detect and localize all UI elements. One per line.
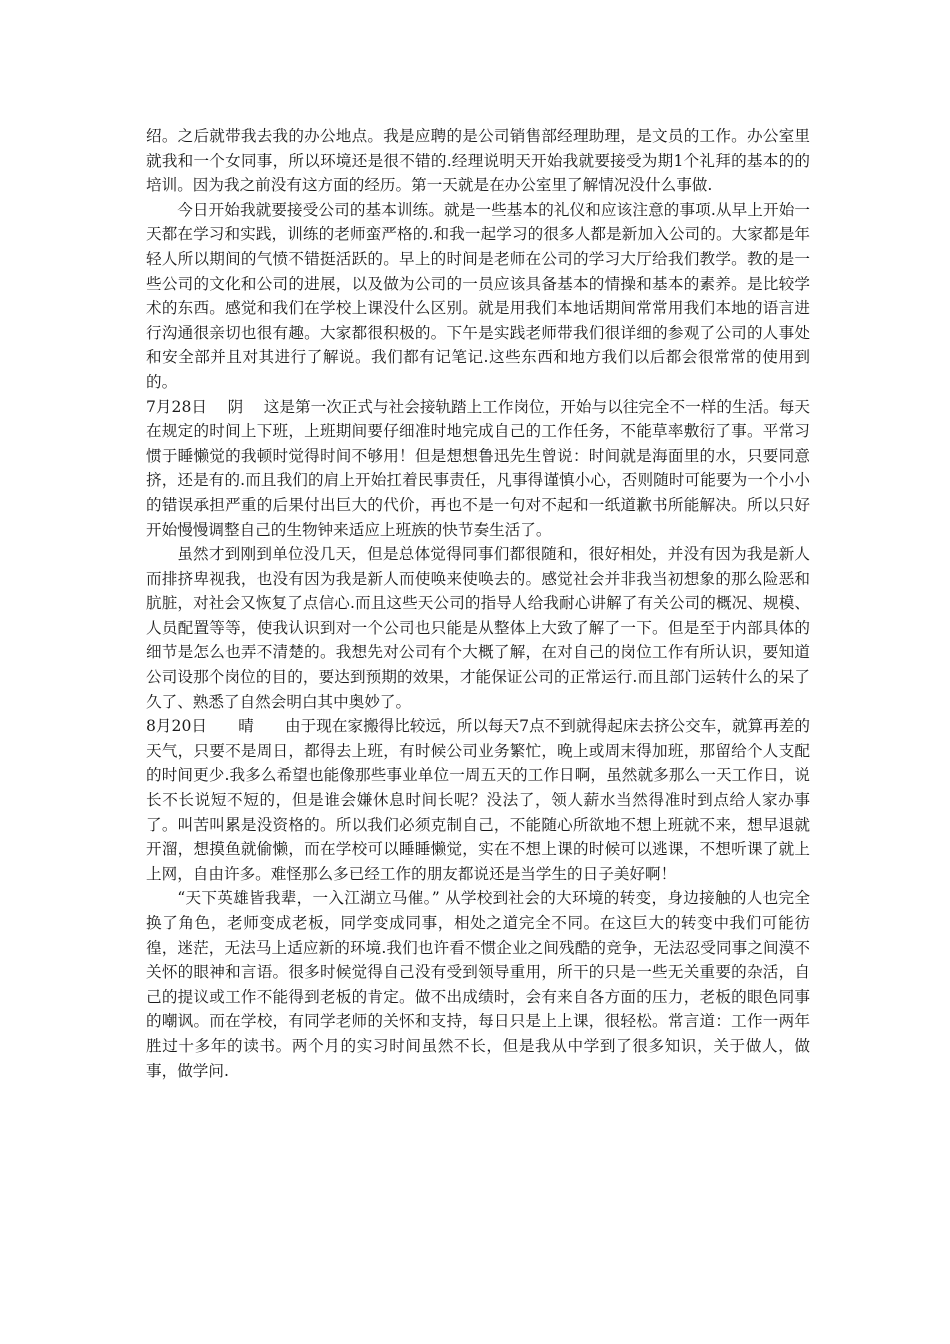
paragraph-6: “天下英雄皆我辈，一入江湖立马催。” 从学校到社会的大环境的转变，身边接触的人也完全换了角色，老师变成老板，同学变成同事，相处之道完全不同。在这巨大的转变中我们可能彷徨，迷茫，无法马上适应新的环境.我们也许看不惯企业之间残酷的竞争，无法忍受同事之间漠不关怀的眼神和言语。很多时候觉得自己没有受到领导重用，所干的只是一些无关重要的杂活，自己的提议或工作不能得到老板的肯定。做不出成绩时，会有来自各方面的压力，老板的眼色同事的嘲讽。而在学校，有同学老师的关怀和支持，每日只是上上课，很轻松。常言道：工作一两年胜过十多年的读书。两个月的实习时间虽然不长，但是我从中学到了很多知识，关于做人，做事，做学问. <box>146 889 810 1080</box>
paragraph-4: 虽然才到刚到单位没几天，但是总体觉得同事们都很随和，很好相处，并没有因为我是新人而排挤卑视我，也没有因为我是新人而使唤来使唤去的。感觉社会并非我当初想象的那么险恶和肮脏，对社会又恢复了点信心.而且这些天公司的指导人给我耐心讲解了有关公司的概况、规模、人员配置等等，使我认识到对一个公司也只能是从整体上大致了解了一下。但是至于内部具体的细节是怎么也弄不清楚的。我想先对公司有个大概了解，在对自己的岗位工作有所认识，要知道公司设那个岗位的目的，要达到预期的效果，才能保证公司的正常运行.而且部门运转什么的呆了久了、熟悉了自然会明白其中奥妙了。 <box>146 545 810 711</box>
paragraph-2: 今日开始我就要接受公司的基本训练。就是一些基本的礼仪和应该注意的事项.从早上开始一天都在学习和实践，训练的老师蛮严格的.和我一起学习的很多人都是新加入公司的。大家都是年轻人所以期间的气愤不错挺活跃的。早上的时间是老师在公司的学习大厅给我们教学。教的是一些公司的文化和公司的进展，以及做为公司的一员应该具备基本的情操和基本的素养。是比较学术的东西。感觉和我们在学校上课没什么区别。就是用我们本地话期间常常用我们本地的语言进行沟通很亲切也很有趣。大家都很积极的。下午是实践老师带我们很详细的参观了公司的人事处和安全部并且对其进行了解说。我们都有记笔记.这些东西和地方我们以后都会很常常的使用到的。 <box>146 200 810 391</box>
document-page <box>146 124 810 1083</box>
paragraph-1: 绍。之后就带我去我的办公地点。我是应聘的是公司销售部经理助理，是文员的工作。办公室里就我和一个女同事，所以环境还是很不错的.经理说明天开始我就要接受为期1个礼拜的基本的的培训。因为我之前没有这方面的经历。第一天就是在办公室里了解情况没什么事做. <box>146 127 810 195</box>
paragraph-5: 8月20日 晴 由于现在家搬得比较远，所以每天7点不到就得起床去挤公交车，就算再差的天气，只要不是周日，都得去上班，有时候公司业务繁忙，晚上或周末得加班，那留给个人支配的时间更少.我多么希望也能像那些事业单位一周五天的工作日啊，虽然就多那么一天工作日，说长不长说短不短的，但是谁会嫌休息时间长呢？没法了，领人薪水当然得准时到点给人家办事了。叫苦叫累是没资格的。所以我们必须克制自己，不能随心所欲地不想上班就不来，想早退就开溜，想摸鱼就偷懒，而在学校可以睡睡懒觉，实在不想上课的时候可以逃课，不想听课了就上上网，自由许多。难怪那么多已经工作的朋友都说还是当学生的日子美好啊！ <box>146 717 810 883</box>
paragraph-3: 7月28日 阴 这是第一次正式与社会接轨踏上工作岗位，开始与以往完全不一样的生活。每天在规定的时间上下班，上班期间要仔细准时地完成自己的工作任务，不能草率敷衍了事。平常习惯于睡懒觉的我顿时觉得时间不够用！但是想想鲁迅先生曾说：时间就是海面里的水，只要同意挤，还是有的.而且我们的肩上开始扛着民事责任，凡事得谨慎小心，否则随时可能要为一个小小的错误承担严重的后果付出巨大的代价，再也不是一句对不起和一纸道歉书所能解决。所以只好开始慢慢调整自己的生物钟来适应上班族的快节奏生活了。 <box>146 397 810 539</box>
